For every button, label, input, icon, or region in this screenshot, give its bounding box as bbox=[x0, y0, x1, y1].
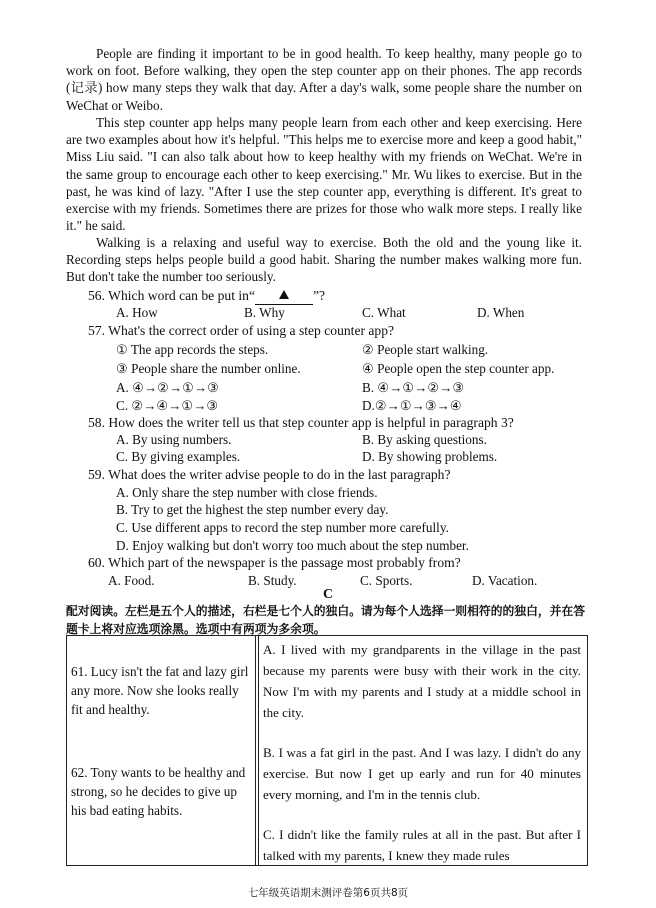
q57-option-d: D.②→①→③→④ bbox=[362, 398, 462, 413]
column-divider bbox=[255, 636, 256, 865]
question-58: 58. How does the writer tell us that step counter app is helpful in paragraph 3? bbox=[88, 415, 514, 430]
q60-option-d: D. Vacation. bbox=[472, 573, 538, 588]
q60-option-a: A. Food. bbox=[108, 573, 155, 588]
page-footer: 七年级英语期末测评卷第6页共8页 bbox=[247, 887, 409, 899]
q58-option-a: A. By using numbers. bbox=[116, 432, 232, 447]
passage-paragraph-2: This step counter app helps many people learn from each other and keep exercising. Here are two examples about how it's helpful. "This helps me to exercise more and keep a good habit," Miss Liu said. "I can also talk about how to keep healthy with my friends on WeChat. We're in the same group to encourage each other to keep exercising." Mr. Wu likes to exercise. But in the past, he was kind of lazy. "After I use the step counter app, everything is different. It's great to exercise with my friends. Sometimes there are prizes for those who walk more steps. I really like it." he said. bbox=[66, 115, 582, 234]
q58-option-b: B. By asking questions. bbox=[362, 432, 487, 447]
question-57: 57. What's the correct order of using a step counter app? bbox=[88, 323, 395, 338]
q59-option-a: A. Only share the step number with close friends. bbox=[116, 485, 378, 500]
section-letter: C bbox=[322, 587, 334, 602]
blank-marker bbox=[255, 287, 313, 305]
right-item-b: B. I was a fat girl in the past. And I was lazy. I didn't do any exercise. But now I get up early and run for 40 minutes every morning, and I'm in the tennis club. bbox=[263, 745, 581, 802]
q57-option-a: A. ④→②→①→③ bbox=[116, 380, 219, 395]
q60-option-c: C. Sports. bbox=[360, 573, 413, 588]
question-59: 59. What does the writer advise people to do in the last paragraph? bbox=[88, 467, 451, 482]
q56-option-c: C. What bbox=[362, 305, 406, 320]
question-56: 56. Which word can be put in“ ”? bbox=[88, 288, 326, 303]
passage-paragraph-3: Walking is a relaxing and useful way to exercise. Both the old and the young like it. Recording steps helps people build a good habit. Sharing the number makes walking more fun. But don't take the number too seriously. bbox=[66, 235, 582, 285]
column-divider bbox=[258, 636, 259, 865]
q56-option-a: A. How bbox=[116, 305, 158, 320]
q56-option-b: B. Why bbox=[244, 305, 285, 320]
right-item-a: A. I lived with my grandparents in the village in the past because my parents were busy with their work in the city. Now I'm with my parents and I study at a middle school in the city. bbox=[263, 642, 581, 720]
q56-option-d: D. When bbox=[477, 305, 525, 320]
q60-option-b: B. Study. bbox=[248, 573, 297, 588]
q57-option-c: C. ②→④→①→③ bbox=[116, 398, 219, 413]
q59-option-c: C. Use different apps to record the step number more carefully. bbox=[116, 520, 449, 535]
left-item-61: 61. Lucy isn't the fat and lazy girl any more. Now she looks really fit and healthy. bbox=[71, 664, 249, 717]
matching-table bbox=[66, 635, 588, 866]
q59-option-b: B. Try to get the highest the step number every day. bbox=[116, 502, 389, 517]
q59-option-d: D. Enjoy walking but don't worry too much about the step number. bbox=[116, 538, 469, 553]
question-60: 60. Which part of the newspaper is the passage most probably from? bbox=[88, 555, 461, 570]
q58-option-d: D. By showing problems. bbox=[362, 449, 498, 464]
q57-step-1: ① The app records the steps. bbox=[116, 342, 269, 357]
passage-paragraph-1: People are finding it important to be in good health. To keep healthy, many people go to work on foot. Before walking, they open the step counter app on their phones. The app records (记录) how many steps they walk that day. After a day's walk, some people share the number on WeChat or Weibo. bbox=[66, 46, 582, 113]
left-item-62: 62. Tony wants to be healthy and strong, so he decides to give up his bad eating habits. bbox=[71, 765, 246, 818]
q57-option-b: B. ④→①→②→③ bbox=[362, 380, 465, 395]
q57-step-3: ③ People share the number online. bbox=[116, 361, 301, 376]
q57-step-4: ④ People open the step counter app. bbox=[362, 361, 555, 376]
triangle-icon bbox=[279, 290, 289, 299]
section-instructions: 配对阅读。左栏是五个人的描述，右栏是七个人的独白。请为每个人选择一则相符的的独白，并在答题卡上将对应选项涂黑。选项中有两项为多余项。 bbox=[66, 604, 586, 636]
q58-option-c: C. By giving examples. bbox=[116, 449, 241, 464]
q57-step-2: ② People start walking. bbox=[362, 342, 489, 357]
right-item-c: C. I didn't like the family rules at all in the past. But after I talked with my parents, I knew they made rules bbox=[263, 827, 581, 863]
